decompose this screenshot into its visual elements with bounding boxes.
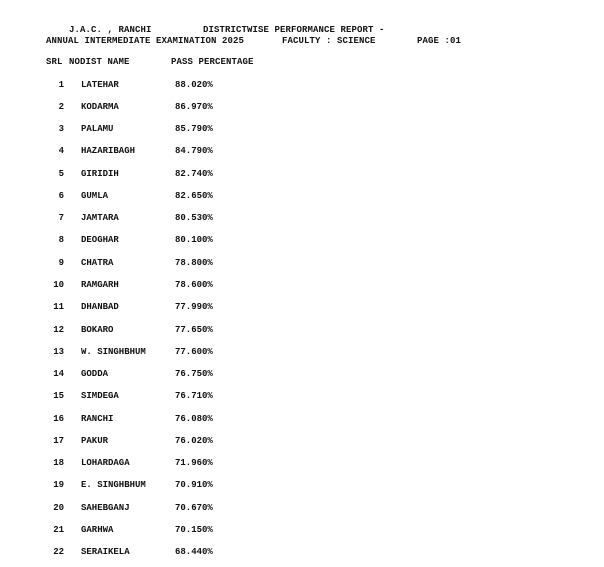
row-district-name: KODARMA [81,102,119,112]
table-row [0,392,604,404]
table-row [0,259,604,271]
row-srl: 6 [58,191,64,201]
row-district-name: GODDA [81,369,109,379]
faculty-label: FACULTY : SCIENCE [282,36,376,46]
row-pass-percentage: 80.530% [175,213,213,223]
table-row [0,348,604,360]
row-district-name: HAZARIBAGH [81,146,136,156]
row-district-name: E. SINGHBHUM [81,480,146,490]
row-srl: 18 [53,458,64,468]
row-district-name: SIMDEGA [81,391,119,401]
row-pass-percentage: 82.740% [175,169,213,179]
row-district-name: PAKUR [81,436,109,446]
row-district-name: GARHWA [81,525,114,535]
table-row [0,481,604,493]
row-srl: 12 [53,325,64,335]
page-number: PAGE :01 [417,36,462,46]
row-srl: 7 [58,213,64,223]
row-srl: 16 [53,414,64,424]
row-pass-percentage: 76.080% [175,414,213,424]
row-pass-percentage: 77.600% [175,347,213,357]
row-district-name: CHATRA [81,258,114,268]
row-district-name: RANCHI [81,414,114,424]
row-pass-percentage: 68.440% [175,547,213,557]
row-srl: 20 [53,503,64,513]
table-row [0,526,604,538]
table-row [0,170,604,182]
row-district-name: PALAMU [81,124,114,134]
row-district-name: BOKARO [81,325,114,335]
row-district-name: GIRIDIH [81,169,119,179]
row-srl: 21 [53,525,64,535]
table-row [0,192,604,204]
row-district-name: DEOGHAR [81,235,119,245]
row-pass-percentage: 84.790% [175,146,213,156]
report-title: DISTRICTWISE PERFORMANCE REPORT - [203,25,385,35]
row-pass-percentage: 82.650% [175,191,213,201]
table-row [0,548,604,560]
table-row [0,147,604,159]
row-district-name: SAHEBGANJ [81,503,130,513]
row-pass-percentage: 78.600% [175,280,213,290]
row-district-name: LATEHAR [81,80,119,90]
row-district-name: GUMLA [81,191,109,201]
table-row [0,415,604,427]
table-row [0,504,604,516]
row-srl: 8 [58,235,64,245]
table-row [0,81,604,93]
table-row [0,437,604,449]
table-row [0,281,604,293]
row-srl: 1 [58,80,64,90]
row-pass-percentage: 77.990% [175,302,213,312]
row-district-name: W. SINGHBHUM [81,347,146,357]
row-srl: 3 [58,124,64,134]
report-org: J.A.C. , RANCHI [69,25,152,35]
row-srl: 19 [53,480,64,490]
table-row [0,459,604,471]
row-pass-percentage: 85.790% [175,124,213,134]
row-pass-percentage: 76.710% [175,391,213,401]
row-srl: 2 [58,102,64,112]
row-pass-percentage: 70.670% [175,503,213,513]
table-row [0,103,604,115]
row-pass-percentage: 71.960% [175,458,213,468]
table-row [0,303,604,315]
row-srl: 15 [53,391,64,401]
row-pass-percentage: 80.100% [175,235,213,245]
row-srl: 14 [53,369,64,379]
row-srl: 22 [53,547,64,557]
row-district-name: LOHARDAGA [81,458,130,468]
column-header-srl: SRL [46,57,63,67]
row-srl: 9 [58,258,64,268]
row-pass-percentage: 78.800% [175,258,213,268]
row-pass-percentage: 76.750% [175,369,213,379]
column-header-pass: PASS PERCENTAGE [171,57,254,67]
table-row [0,125,604,137]
row-district-name: JAMTARA [81,213,119,223]
row-pass-percentage: 70.910% [175,480,213,490]
row-srl: 5 [58,169,64,179]
row-district-name: DHANBAD [81,302,119,312]
row-srl: 10 [53,280,64,290]
row-district-name: RAMGARH [81,280,119,290]
row-srl: 13 [53,347,64,357]
row-pass-percentage: 86.970% [175,102,213,112]
row-district-name: SERAIKELA [81,547,130,557]
row-pass-percentage: 88.020% [175,80,213,90]
row-srl: 17 [53,436,64,446]
row-pass-percentage: 77.650% [175,325,213,335]
row-pass-percentage: 76.020% [175,436,213,446]
column-header-name: NODIST NAME [69,57,130,67]
table-row [0,370,604,382]
table-row [0,236,604,248]
table-row [0,214,604,226]
row-pass-percentage: 70.150% [175,525,213,535]
exam-name: ANNUAL INTERMEDIATE EXAMINATION 2025 [46,36,245,46]
row-srl: 4 [58,146,64,156]
table-row [0,326,604,338]
row-srl: 11 [53,302,64,312]
